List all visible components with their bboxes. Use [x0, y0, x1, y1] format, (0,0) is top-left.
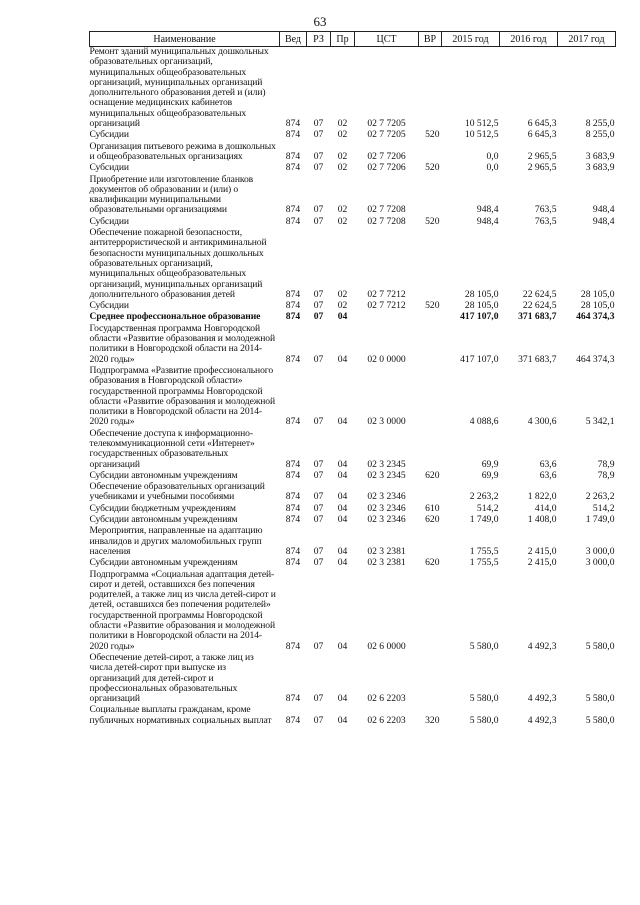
- row-value-2016: 371 683,7: [518, 311, 557, 323]
- row-pr: 02: [337, 300, 348, 312]
- row-rz: 07: [313, 491, 324, 503]
- row-pr: 04: [337, 514, 348, 526]
- row-ved: 874: [285, 150, 301, 162]
- row-cst: 02 0 0000: [367, 353, 406, 365]
- row-cst: 02 7 7208: [367, 204, 406, 216]
- row-rz: 07: [313, 545, 324, 557]
- row-name: Субсидии: [89, 215, 129, 227]
- row-value-2015: 2 263,2: [469, 491, 499, 503]
- row-value-2017: 514,2: [592, 502, 615, 514]
- row-value-2016: 4 492,3: [527, 693, 557, 705]
- row-vr: [419, 570, 442, 653]
- row-value-2017: 78,9: [597, 469, 615, 481]
- row-value-2017: 8 255,0: [585, 118, 615, 130]
- row-cst: 02 7 7208: [367, 215, 406, 227]
- row-value-2017: 464 374,3: [576, 311, 615, 323]
- row-value-2016: 2 415,0: [527, 545, 557, 557]
- row-value-2015: 4 088,6: [469, 416, 499, 428]
- header-cst: ЦСТ: [355, 32, 419, 47]
- row-value-2015: 1 749,0: [469, 514, 499, 526]
- row-vr: 620: [425, 469, 440, 481]
- table-row: [90, 142, 616, 164]
- page-number: 63: [313, 14, 327, 29]
- row-cst: 02 3 2345: [367, 469, 406, 481]
- row-ved: 874: [285, 545, 301, 557]
- row-pr: 02: [337, 288, 348, 300]
- table-row: [90, 429, 616, 471]
- row-rz: 07: [313, 204, 324, 216]
- row-pr: 04: [337, 502, 348, 514]
- row-cst: 02 7 7212: [367, 300, 406, 312]
- row-value-2017: 3 000,0: [585, 557, 615, 569]
- row-rz: 07: [313, 416, 324, 428]
- row-value-2015: 0,0: [486, 150, 499, 162]
- header-ved: Вед: [280, 32, 307, 47]
- row-rz: 07: [313, 469, 324, 481]
- header-2017: 2017 год: [558, 32, 616, 47]
- row-value-2015: 69,9: [481, 458, 499, 470]
- row-value-2016: 22 624,5: [522, 300, 557, 312]
- row-vr: [419, 228, 442, 301]
- row-rz: 07: [313, 288, 324, 300]
- row-name: Ремонт зданий муниципальных дошкольных образовательных организаций, муниципальных общеобразовательных организаций, муниципальных организаций дополнительного образования детей и (или) оснащение медицинских кабинетов муниципальных общеобразовательных организаций: [89, 46, 269, 130]
- row-value-2015: 28 105,0: [464, 288, 499, 300]
- row-value-2016: 6 645,3: [527, 129, 557, 141]
- row-name: Обеспечение детей-сирот, а также лиц из числа детей-сирот при выпуске из организаций для детей-сирот и профессиональных образовательных организаций: [89, 651, 254, 705]
- row-value-2015: 5 580,0: [469, 640, 499, 652]
- row-value-2016: 1 408,0: [527, 514, 557, 526]
- row-pr: 04: [337, 545, 348, 557]
- row-value-2016: 63,6: [539, 469, 557, 481]
- row-value-2015: 5 580,0: [469, 693, 499, 705]
- header-rz: РЗ: [307, 32, 331, 47]
- row-rz: 07: [313, 502, 324, 514]
- row-cst: 02 3 2345: [367, 458, 406, 470]
- row-ved: 874: [285, 640, 301, 652]
- row-ved: 874: [285, 311, 301, 323]
- table-row: [90, 558, 616, 569]
- row-value-2017: 1 749,0: [585, 514, 615, 526]
- row-rz: 07: [313, 300, 324, 312]
- row-value-2015: 5 580,0: [469, 714, 499, 726]
- row-cst: 02 3 2346: [367, 502, 406, 514]
- header-2015: 2015 год: [442, 32, 500, 47]
- row-value-2017: 28 105,0: [580, 288, 615, 300]
- row-value-2017: 28 105,0: [580, 300, 615, 312]
- row-vr: 520: [425, 300, 440, 312]
- row-ved: 874: [285, 162, 301, 174]
- table-row: [90, 163, 616, 174]
- row-value-2016: 371 683,7: [518, 353, 557, 365]
- row-cst: 02 3 2381: [367, 545, 406, 557]
- row-pr: 02: [337, 215, 348, 227]
- row-value-2016: 4 300,6: [527, 416, 557, 428]
- row-cst: 02 7 7206: [367, 150, 406, 162]
- row-pr: 04: [337, 640, 348, 652]
- row-ved: 874: [285, 353, 301, 365]
- row-cst: 02 6 0000: [367, 640, 406, 652]
- row-pr: 02: [337, 129, 348, 141]
- row-value-2015: 69,9: [481, 469, 499, 481]
- row-ved: 874: [285, 416, 301, 428]
- row-vr: 520: [425, 129, 440, 141]
- header-2016: 2016 год: [500, 32, 558, 47]
- row-value-2015: 10 512,5: [464, 129, 499, 141]
- table-row: [90, 47, 616, 131]
- row-name: Среднее профессиональное образование: [89, 311, 261, 323]
- row-name: Приобретение или изготовление бланков документов об образовании и (или) о квалификации муниципальными образовательными организациями: [89, 173, 254, 216]
- row-ved: 874: [285, 502, 301, 514]
- row-ved: 874: [285, 288, 301, 300]
- row-vr: [419, 142, 442, 164]
- row-rz: 07: [313, 162, 324, 174]
- row-cst: 02 7 7212: [367, 288, 406, 300]
- row-name: Подпрограмма «Развитие профессионального образования в Новгородской области» государственной программы Новгородской области «Развитие образования и молодежной политики в Новгородской области на 2014-2020 годы»: [89, 364, 276, 428]
- row-vr: [419, 312, 442, 323]
- row-pr: 04: [337, 557, 348, 569]
- row-value-2015: 0,0: [486, 162, 499, 174]
- row-vr: [419, 366, 442, 429]
- row-ved: 874: [285, 557, 301, 569]
- row-name: Субсидии бюджетным учреждениям: [89, 502, 236, 514]
- row-vr: [419, 526, 442, 558]
- row-cst: 02 6 2203: [367, 714, 406, 726]
- row-pr: 04: [337, 714, 348, 726]
- row-name: Обеспечение пожарной безопасности, антитеррористической и антикриминальной безопасности муниципальных дошкольных образовательных организаций, муниципальных общеобразовательных организаций, муниципальных организаций дополнительного образования детей: [89, 227, 267, 300]
- row-name: Обеспечение образовательных организаций учебниками и учебными пособиями: [89, 481, 265, 503]
- row-ved: 874: [285, 118, 301, 130]
- row-value-2016: 2 415,0: [527, 557, 557, 569]
- row-pr: 04: [337, 458, 348, 470]
- row-name: Мероприятия, направленные на адаптацию инвалидов и других маломобильных групп населения: [89, 525, 263, 557]
- row-ved: 874: [285, 714, 301, 726]
- row-pr: 04: [337, 491, 348, 503]
- row-name: Подпрограмма «Социальная адаптация детей-сирот и детей, оставшихся без попечения родителей, а также лиц из числа детей-сирот и детей, оставшихся без попечения родителей» государственной программы Новгородской области «Развитие образования и молодежной политики в Новгородской области на 2014-2020 годы»: [89, 568, 276, 652]
- row-name: Обеспечение доступа к информационно-телекоммуникационной сети «Интернет» государственных образовательных организаций: [89, 427, 255, 470]
- row-vr: 610: [425, 502, 440, 514]
- row-rz: 07: [313, 311, 324, 323]
- row-value-2017: 8 255,0: [585, 129, 615, 141]
- header-pr: Пр: [331, 32, 355, 47]
- row-rz: 07: [313, 118, 324, 130]
- row-value-2016: 2 965,5: [527, 150, 557, 162]
- table-header-row: [90, 32, 616, 47]
- row-value-2015: 948,4: [476, 215, 499, 227]
- row-cst: 02 3 2381: [367, 557, 406, 569]
- row-rz: 07: [313, 557, 324, 569]
- header-vr: ВР: [419, 32, 442, 47]
- row-cst: 02 6 2203: [367, 693, 406, 705]
- row-pr: 04: [337, 311, 348, 323]
- row-value-2017: 948,4: [592, 204, 615, 216]
- table-row: [90, 482, 616, 504]
- row-pr: 04: [337, 693, 348, 705]
- row-value-2017: 78,9: [597, 458, 615, 470]
- row-value-2015: 514,2: [476, 502, 499, 514]
- row-value-2017: 464 374,3: [576, 353, 615, 365]
- row-value-2016: 6 645,3: [527, 118, 557, 130]
- row-name: Субсидии автономным учреждениям: [89, 557, 238, 569]
- table-row: [90, 705, 616, 727]
- row-value-2017: 3 683,9: [585, 162, 615, 174]
- row-value-2016: 763,5: [534, 204, 557, 216]
- row-value-2016: 63,6: [539, 458, 557, 470]
- row-vr: [419, 429, 442, 471]
- table-row: [90, 130, 616, 141]
- row-value-2015: 417 107,0: [460, 353, 499, 365]
- row-vr: 620: [425, 557, 440, 569]
- row-value-2015: 10 512,5: [464, 118, 499, 130]
- row-rz: 07: [313, 714, 324, 726]
- row-rz: 07: [313, 458, 324, 470]
- row-vr: [419, 47, 442, 131]
- row-value-2017: 2 263,2: [585, 491, 615, 503]
- row-vr: 520: [425, 162, 440, 174]
- row-ved: 874: [285, 469, 301, 481]
- row-name: Субсидии автономным учреждениям: [89, 514, 238, 526]
- row-pr: 02: [337, 150, 348, 162]
- row-value-2016: 2 965,5: [527, 162, 557, 174]
- row-rz: 07: [313, 514, 324, 526]
- row-rz: 07: [313, 693, 324, 705]
- row-pr: 04: [337, 416, 348, 428]
- row-value-2016: 4 492,3: [527, 640, 557, 652]
- row-value-2017: 5 580,0: [585, 714, 615, 726]
- row-value-2015: 948,4: [476, 204, 499, 216]
- row-vr: [419, 175, 442, 217]
- row-vr: 520: [425, 215, 440, 227]
- table-row: [90, 175, 616, 217]
- table-row: [90, 228, 616, 301]
- row-rz: 07: [313, 640, 324, 652]
- row-value-2017: 948,4: [592, 215, 615, 227]
- row-name: Субсидии автономным учреждениям: [89, 469, 238, 481]
- row-ved: 874: [285, 215, 301, 227]
- row-value-2015: 417 107,0: [460, 311, 499, 323]
- row-pr: 04: [337, 469, 348, 481]
- row-value-2017: 5 580,0: [585, 693, 615, 705]
- row-name: Государственная программа Новгородской области «Развитие образования и молодежной политики в Новгородской области на 2014-2020 годы»: [89, 322, 276, 365]
- row-name: Организация питьевого режима в дошкольных и общеобразовательных организациях: [89, 140, 276, 162]
- row-value-2016: 22 624,5: [522, 288, 557, 300]
- row-vr: [419, 482, 442, 504]
- table-row: [90, 324, 616, 366]
- row-value-2015: 28 105,0: [464, 300, 499, 312]
- row-vr: 320: [425, 714, 440, 726]
- row-pr: 02: [337, 204, 348, 216]
- row-value-2016: 414,0: [534, 502, 557, 514]
- row-vr: [419, 324, 442, 366]
- row-rz: 07: [313, 215, 324, 227]
- row-value-2015: 1 755,5: [469, 545, 499, 557]
- row-pr: 02: [337, 118, 348, 130]
- row-ved: 874: [285, 300, 301, 312]
- row-name: Субсидии: [89, 162, 129, 174]
- row-ved: 874: [285, 491, 301, 503]
- row-pr: 04: [337, 353, 348, 365]
- row-value-2017: 3 000,0: [585, 545, 615, 557]
- row-ved: 874: [285, 514, 301, 526]
- row-value-2017: 3 683,9: [585, 150, 615, 162]
- table-body: [90, 47, 616, 728]
- row-name: Субсидии: [89, 129, 129, 141]
- row-cst: 02 3 2346: [367, 514, 406, 526]
- row-name: Субсидии: [89, 300, 129, 312]
- row-value-2016: 4 492,3: [527, 714, 557, 726]
- row-value-2017: 5 580,0: [585, 640, 615, 652]
- row-value-2015: 1 755,5: [469, 557, 499, 569]
- row-cst: [355, 312, 419, 323]
- budget-table: [89, 31, 616, 727]
- row-cst: 02 3 0000: [367, 416, 406, 428]
- row-ved: 874: [285, 458, 301, 470]
- row-ved: 874: [285, 693, 301, 705]
- row-pr: 02: [337, 162, 348, 174]
- row-cst: 02 7 7206: [367, 162, 406, 174]
- row-value-2016: 1 822,0: [527, 491, 557, 503]
- table-row: [90, 526, 616, 558]
- row-cst: 02 7 7205: [367, 129, 406, 141]
- row-cst: 02 7 7205: [367, 118, 406, 130]
- row-rz: 07: [313, 353, 324, 365]
- row-value-2017: 5 342,1: [585, 416, 615, 428]
- row-value-2016: 763,5: [534, 215, 557, 227]
- row-vr: 620: [425, 514, 440, 526]
- row-name: Социальные выплаты гражданам, кроме публичных нормативных социальных выплат: [89, 704, 272, 726]
- header-name: Наименование: [90, 32, 280, 47]
- row-cst: 02 3 2346: [367, 491, 406, 503]
- table-row: [90, 653, 616, 705]
- row-ved: 874: [285, 204, 301, 216]
- row-vr: [419, 653, 442, 705]
- row-ved: 874: [285, 129, 301, 141]
- table-row: [90, 366, 616, 429]
- row-rz: 07: [313, 129, 324, 141]
- table-row: [90, 570, 616, 653]
- row-rz: 07: [313, 150, 324, 162]
